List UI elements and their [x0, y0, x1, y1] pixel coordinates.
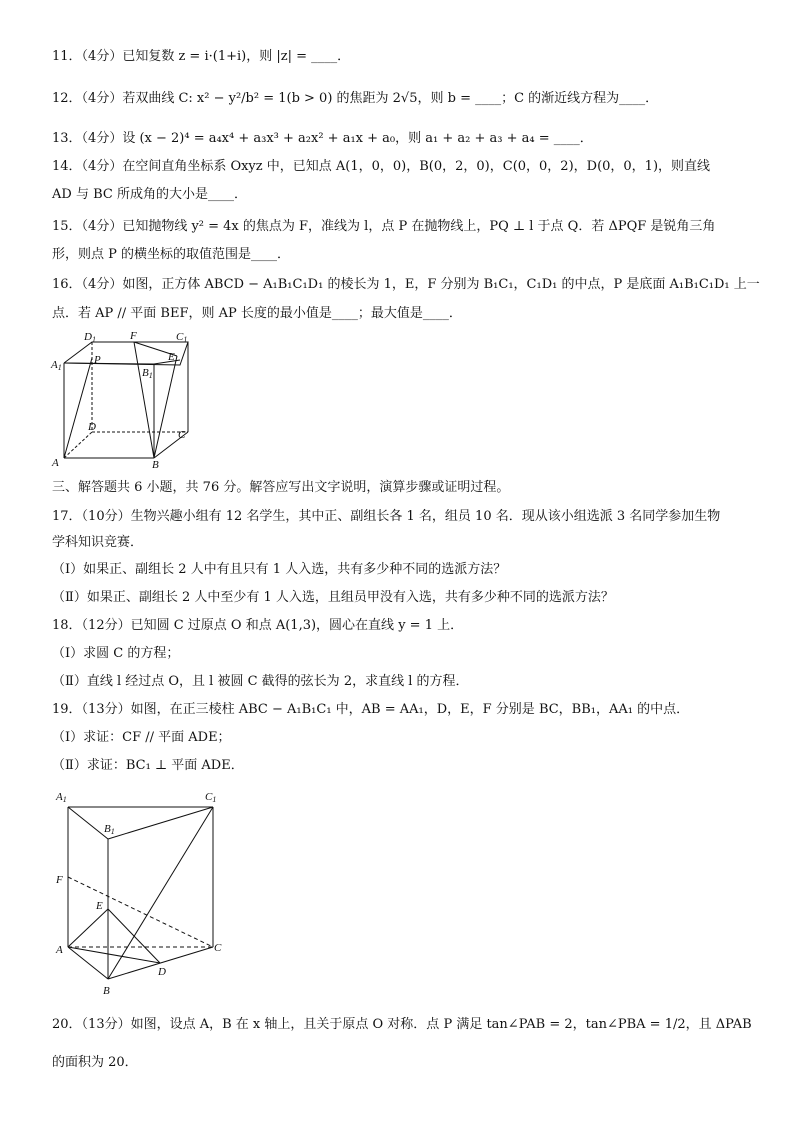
svg-text:C1 [176, 331, 187, 344]
sub-a1: 1 [57, 363, 62, 372]
q18-part-1: （Ⅰ）求圆 C 的方程； [52, 646, 180, 661]
svg-text:B1 [142, 367, 153, 380]
prism-figure [52, 785, 232, 1000]
label-e: E [96, 900, 103, 912]
q20-line-2: 的面积为 20． [52, 1055, 138, 1070]
label-c1: C [205, 791, 213, 803]
sub-c1: 1 [183, 335, 188, 344]
q14-line-1: 14．（4分）在空间直角坐标系 Oxyz 中，已知点 A(1，0，0)，B(0，2，0)，C(0，0，2)，D(0，0，1)，则直线 [52, 159, 711, 174]
sub-a1: 1 [62, 795, 67, 804]
sub-c1: 1 [212, 795, 217, 804]
q18-line-1: 18．（12分）已知圆 C 过原点 O 和点 A(1,3)，圆心在直线 y = 1 上． [52, 618, 464, 633]
label-e: E [168, 351, 175, 363]
q18-part-2: （Ⅱ）直线 l 经过点 O，且 l 被圆 C 截得的弦长为 2，求直线 l 的方程． [52, 674, 469, 689]
q16-line-1: 16．（4分）如图，正方体 ABCD − A₁B₁C₁D₁ 的棱长为 1，E，F 分别为 B₁C₁，C₁D₁ 的中点，P 是底面 A₁B₁C₁D₁ 上一 [52, 277, 760, 292]
q15-line-1: 15．（4分）已知抛物线 y² = 4x 的焦点为 F，准线为 l，点 P 在抛物线上，PQ ⊥ l 于点 Q．若 ΔPQF 是锐角三角 [52, 219, 716, 234]
q11-line: 11．（4分）已知复数 z = i·(1+i)，则 |z| = ____． [52, 49, 351, 64]
sub-b1: 1 [148, 371, 153, 380]
label-b1: B [104, 823, 111, 835]
q17-line-2: 学科知识竞赛． [52, 535, 144, 550]
q19-part-2: （Ⅱ）求证：BC₁ ⊥ 平面 ADE． [52, 758, 244, 773]
label-f: F [56, 874, 63, 886]
sub-b1: 1 [110, 827, 115, 836]
label-c: C [178, 429, 186, 441]
label-c: C [214, 942, 222, 954]
label-d: D [158, 966, 166, 978]
label-a1: A [51, 359, 58, 371]
label-b: B [103, 985, 110, 997]
svg-text:B1 [104, 823, 115, 836]
label-f: F [130, 330, 137, 342]
label-c1: C [176, 331, 184, 343]
label-p: P [94, 354, 101, 366]
label-a: A [52, 457, 59, 469]
label-b1: B [142, 367, 149, 379]
q19-line-1: 19．（13分）如图，在正三棱柱 ABC − A₁B₁C₁ 中，AB = AA₁，D，E，F 分别是 BC，BB₁，AA₁ 的中点． [52, 702, 690, 717]
svg-text:A1 [55, 791, 67, 804]
svg-text:D1 [83, 331, 96, 344]
sub-d1: 1 [91, 335, 96, 344]
q19-part-1: （Ⅰ）求证：CF // 平面 ADE； [52, 730, 231, 745]
label-d1: D [84, 331, 92, 343]
svg-text:C1 [205, 791, 216, 804]
label-a1: A [56, 791, 63, 803]
q16-line-2: 点．若 AP // 平面 BEF，则 AP 长度的最小值是____；最大值是____． [52, 306, 462, 321]
section-3-heading: 三、解答题共 6 小题，共 76 分。解答应写出文字说明，演算步骤或证明过程。 [52, 480, 510, 495]
q17-part-2: （Ⅱ）如果正、副组长 2 人中至少有 1 人入选，且组员甲没有入选，共有多少种不同的选派方法？ [52, 590, 614, 605]
label-a: A [56, 944, 63, 956]
svg-text:A1 [50, 359, 62, 372]
cube-figure [50, 330, 200, 470]
label-d: D [88, 421, 96, 433]
q17-part-1: （Ⅰ）如果正、副组长 2 人中有且只有 1 人入选，共有多少种不同的选派方法？ [52, 562, 507, 577]
q17-line-1: 17．（10分）生物兴趣小组有 12 名学生，其中正、副组长各 1 名，组员 10 名．现从该小组选派 3 名同学参加生物 [52, 509, 721, 524]
q14-line-2: AD 与 BC 所成角的大小是____． [52, 187, 247, 202]
label-b: B [152, 459, 159, 470]
q20-line-1: 20．（13分）如图，设点 A，B 在 x 轴上，且关于原点 O 对称．点 P 满足 tan∠PAB = 2，tan∠PBA = 1/2，且 ΔPAB [52, 1017, 752, 1032]
q12-line: 12．（4分）若双曲线 C: x² − y²/b² = 1(b > 0) 的焦距为 2√5，则 b = ____；C 的渐近线方程为____． [52, 91, 659, 106]
q15-line-2: 形，则点 P 的横坐标的取值范围是____． [52, 247, 291, 262]
q13-line: 13．（4分）设 (x − 2)⁴ = a₄x⁴ + a₃x³ + a₂x² + a₁x + a₀，则 a₁ + a₂ + a₃ + a₄ = ____． [52, 131, 593, 146]
